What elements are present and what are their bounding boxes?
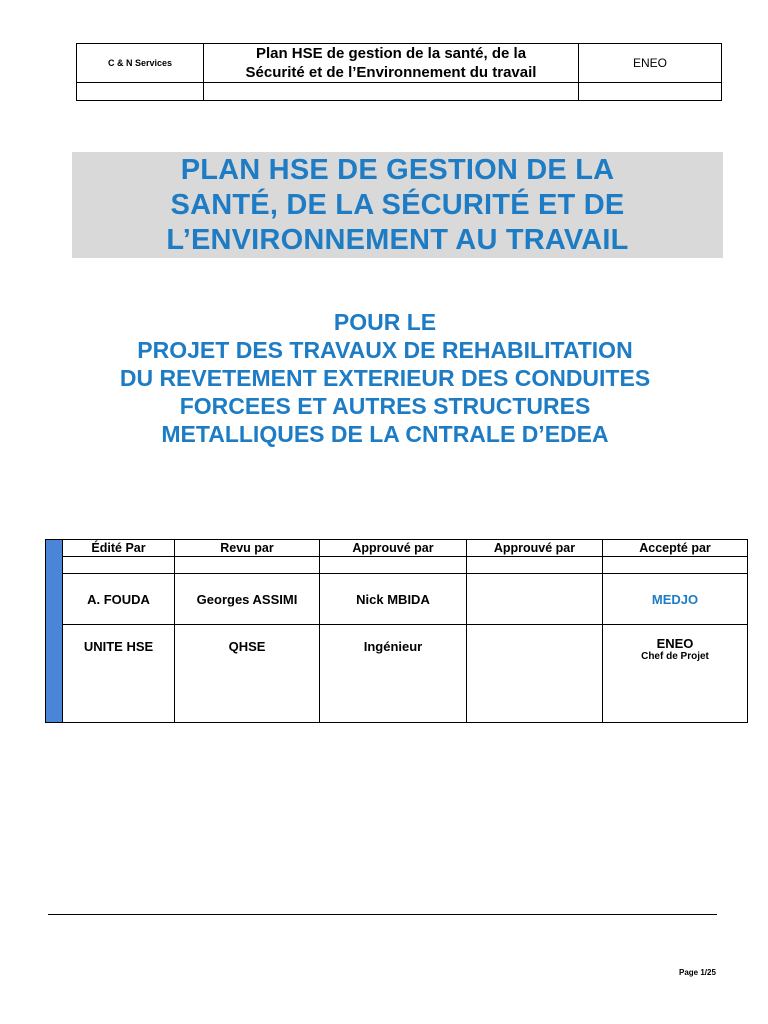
subtitle-line5: METALLIQUES DE LA CNTRALE D’EDEA — [161, 421, 609, 447]
subtitle-line3: DU REVETEMENT EXTERIEUR DES CONDUITES — [119, 365, 651, 391]
subtitle-line1: POUR LE — [333, 309, 437, 335]
name-approved-2 — [467, 574, 603, 625]
name-approved: Nick MBIDA — [320, 574, 467, 625]
signature-table — [45, 539, 748, 723]
header-approved-by: Approuvé par — [320, 540, 467, 557]
document-title-line2: SANTÉ, DE LA SÉCURITÉ ET DE — [170, 188, 625, 221]
header-reviewed-by: Revu par — [175, 540, 320, 557]
name-edited: A. FOUDA — [63, 574, 175, 625]
header-empty-cell — [579, 83, 722, 101]
empty-cell — [175, 557, 320, 574]
document-title-box — [72, 152, 723, 258]
role-edited: UNITE HSE — [63, 625, 175, 723]
document-title — [166, 153, 628, 258]
header-title-line2: Sécurité et de l’Environnement du travail — [245, 64, 537, 81]
header-title — [204, 44, 579, 83]
role-accepted-org: ENEO — [656, 636, 694, 651]
header-title-line1: Plan HSE de gestion de la santé, de la — [255, 45, 527, 62]
subtitle-line2: PROJET DES TRAVAUX DE REHABILITATION — [137, 337, 633, 363]
empty-cell — [603, 557, 748, 574]
footer-divider — [48, 914, 717, 915]
empty-cell — [320, 557, 467, 574]
project-subtitle — [40, 308, 730, 448]
role-accepted — [603, 625, 748, 723]
header-edited-by: Édité Par — [63, 540, 175, 557]
role-approved-2 — [467, 625, 603, 723]
signature-side-bar — [46, 540, 63, 723]
header-empty-cell — [77, 83, 204, 101]
name-accepted: MEDJO — [603, 574, 748, 625]
name-reviewed: Georges ASSIMI — [175, 574, 320, 625]
header-approved-by-2: Approuvé par — [467, 540, 603, 557]
role-reviewed: QHSE — [175, 625, 320, 723]
document-title-line3: L’ENVIRONNEMENT AU TRAVAIL — [166, 223, 629, 256]
page-number: Page 1/25 — [679, 968, 716, 977]
header-empty-cell — [204, 83, 579, 101]
role-accepted-title: Chef de Projet — [641, 651, 709, 662]
company-name: C & N Services — [77, 44, 204, 83]
empty-cell — [63, 557, 175, 574]
subtitle-line4: FORCEES ET AUTRES STRUCTURES — [179, 393, 591, 419]
empty-cell — [467, 557, 603, 574]
header-accepted-by: Accepté par — [603, 540, 748, 557]
role-approved: Ingénieur — [320, 625, 467, 723]
header-table — [76, 43, 722, 101]
client-name: ENEO — [579, 44, 722, 83]
document-title-line1: PLAN HSE DE GESTION DE LA — [180, 153, 615, 186]
